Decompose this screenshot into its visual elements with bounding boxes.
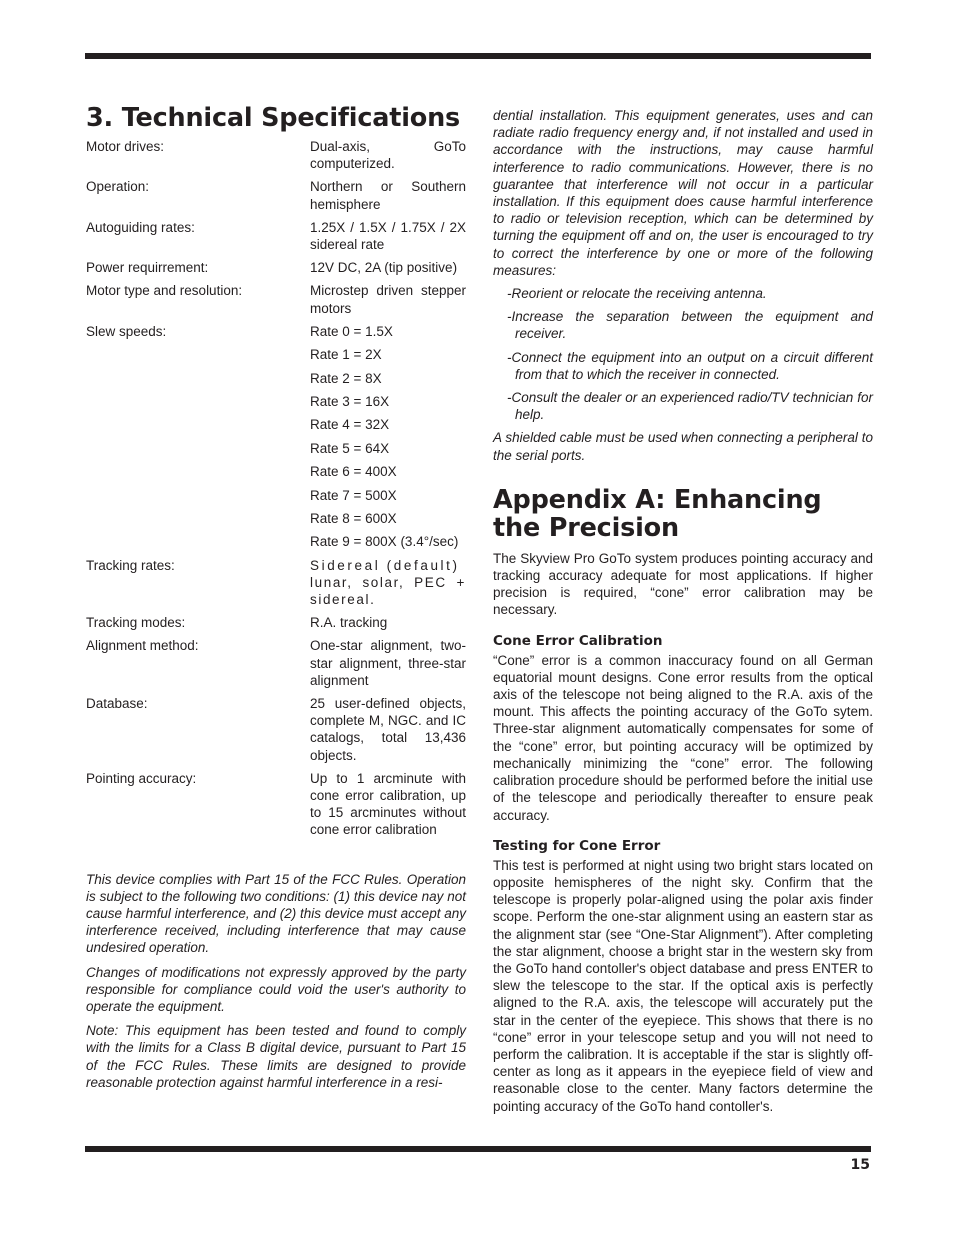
spec-label: Tracking modes:	[86, 615, 186, 631]
spec-label: Alignment method:	[86, 638, 199, 654]
top-rule	[85, 53, 871, 59]
spec-value: 1.25X / 1.5X / 1.75X / 2X sidereal rate	[310, 219, 466, 253]
left-column	[86, 100, 466, 1098]
spec-value: 12V DC, 2A (tip positive)	[310, 260, 458, 276]
slew-rate: Rate 0 = 1.5X	[310, 323, 393, 339]
fcc-continued	[493, 107, 873, 464]
slew-rate: Rate 9 = 800X (3.4°/sec)	[310, 534, 459, 550]
spec-value: Northern or Southern hemisphere	[310, 179, 466, 212]
measure-item: -Connect the equipment into an output on a circuit different from that to which the receiver in connected.	[507, 349, 873, 382]
page-number: 15	[850, 1157, 870, 1173]
measure-item: -Reorient or relocate the receiving antenna.	[507, 286, 767, 302]
spec-value: R.A. tracking	[310, 615, 388, 631]
spec-label: Operation:	[86, 179, 150, 195]
slew-rate: Rate 6 = 400X	[310, 464, 397, 480]
fcc-paragraph: Changes of modifications not expressly approved by the party responsible for compliance could void the user's authority to operate the equipment.	[86, 964, 466, 1015]
spec-value: One-star alignment, two-star alignment, three-star alignment	[310, 638, 466, 688]
spec-value: Microstep driven stepper motors	[310, 283, 466, 316]
tracking-rates-value	[310, 557, 466, 615]
slew-rate: Rate 1 = 2X	[310, 347, 382, 363]
right-column	[493, 107, 873, 1115]
cone-error-text: “Cone” error is a common inaccuracy found on all German equatorial mount designs. Cone error results from the optical axis of the telescope not being aligned to the R.A. axis of the mount. This affects the pointing accuracy of the GoTo sytem. Three-star alignment automatically compensates for some of the “cone” error, but pointing accuracy will be optimized by mechanically minimizing the “cone” error. The following calibration procedure should be performed before the initial use of the telescope and periodically thereafter to ensure peak accuracy.	[493, 652, 873, 823]
measure-item: -Consult the dealer or an experienced radio/TV technician for help.	[507, 390, 873, 423]
fcc-paragraph: This device complies with Part 15 of the FCC Rules. Operation is subject to the following two conditions: (1) this device nay not cause harmful interference, and (2) this device must accept any interference received, including interference that may cause undesired operation.	[86, 871, 466, 956]
spec-label-slew: Slew speeds:	[86, 323, 167, 339]
spec-label: Database:	[86, 695, 148, 711]
section-heading: 3. Technical Specifications	[86, 103, 461, 133]
slew-rate: Rate 7 = 500X	[310, 487, 397, 503]
slew-rate: Rate 4 = 32X	[310, 417, 390, 433]
cone-error-heading: Cone Error Calibration	[493, 632, 663, 649]
spec-table	[86, 138, 466, 845]
spec-label: Power requirrement:	[86, 260, 209, 276]
bottom-rule	[85, 1146, 871, 1152]
appendix-heading: Appendix A: Enhancing the Precision	[493, 484, 822, 543]
testing-text: This test is performed at night using two bright stars located on opposite hemispheres of the night sky. Confirm that the telescope is properly polar-aligned using the polar axis finder scope. Perform the one-star alignment using an eastern star as the alignment star (see “One-Star Alignment”). After completing the star alignment, choose a bright star in the western sky from the GoTo hand contoller's object database and press ENTER to slew the telescope to the star. If the optical axis is perfectly aligned to the R.A. axis, the telescope will accurately put the star in the center of the eyepiece. This shows that there is no “cone” error in your telescope setup and you will not need to perform the calibration. It is acceptable if the star is slightly off-center as long as it appears in the eyepiece field of view and reasonable close to the center. Many factors determine the pointing accuracy of the GoTo hand contoller's.	[493, 857, 873, 1114]
measure-item: -Increase the separation between the equipment and receiver.	[507, 309, 873, 342]
slew-rates-list	[310, 323, 466, 557]
slew-rate: Rate 5 = 64X	[310, 440, 390, 456]
fcc-continued-paragraph: dential installation. This equipment generates, uses and can radiate radio frequency energy and, if not installed and used in accordance with the instructions, may cause harmful interference to radio communications. However, there is no guarantee that interference will not occur in a particular installation. If this equipment does cause harmful interference to radio or television reception, which can be determined by turning the equipment off and on, the user is encouraged to try to correct the interference by one or more of the following measures:	[493, 108, 873, 278]
measures-list	[493, 285, 873, 423]
slew-rate: Rate 2 = 8X	[310, 370, 382, 386]
testing-heading: Testing for Cone Error	[493, 837, 661, 854]
spec-value: 25 user-defined objects, complete M, NGC. and IC catalogs, total 13,436 objects.	[310, 695, 466, 763]
spec-value: Up to 1 arcminute with cone error calibration, up to 15 arcminutes without cone error calibration	[310, 770, 466, 838]
tracking-rates-line: Sidereal (default)	[310, 557, 460, 573]
slew-rate: Rate 8 = 600X	[310, 510, 397, 526]
spec-label: Motor drives:	[86, 139, 165, 154]
spec-label: Autoguiding rates:	[86, 219, 195, 235]
tracking-rates-line: lunar, solar, PEC + sidereal.	[310, 574, 466, 607]
appendix-intro: The Skyview Pro GoTo system produces pointing accuracy and tracking accuracy adequate for most applications. If higher precision is required, “cone” error calibration may be necessary.	[493, 550, 873, 618]
spec-value: Dual-axis, GoTo computerized.	[310, 139, 466, 172]
fcc-notice	[86, 871, 466, 1091]
spec-label: Pointing accuracy:	[86, 770, 197, 786]
shielded-cable-note: A shielded cable must be used when connecting a peripheral to the serial ports.	[493, 430, 873, 463]
slew-rate: Rate 3 = 16X	[310, 394, 390, 409]
spec-label: Motor type and resolution:	[86, 283, 243, 299]
fcc-paragraph: Note: This equipment has been tested and found to comply with the limits for a Class B digital device, pursuant to Part 15 of the FCC Rules. These limits are designed to provide reasonable protection against harmful interference in a resi-	[86, 1023, 466, 1090]
spec-label-tracking: Tracking rates:	[86, 557, 175, 573]
